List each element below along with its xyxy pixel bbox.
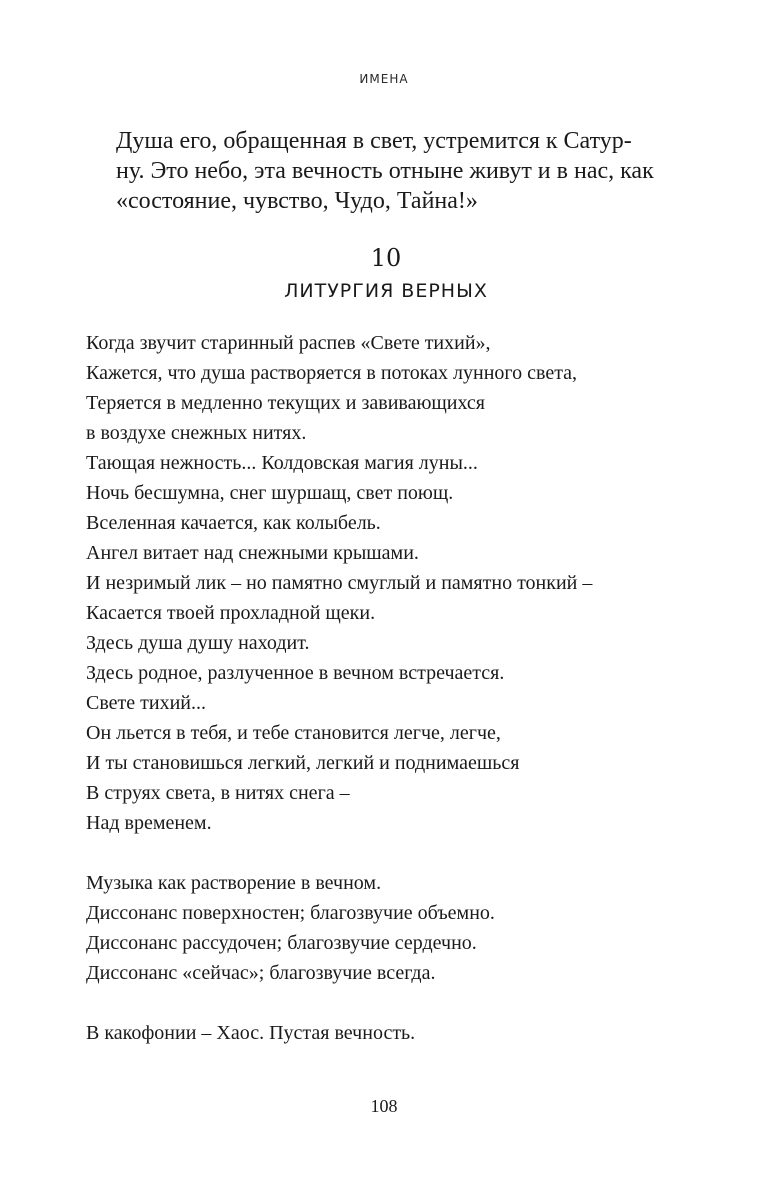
verse-line: Вселенная качается, как колыбель. (86, 512, 381, 534)
verse-line: Диссонанс «сейчас»; благозвучие всегда. (86, 962, 436, 984)
intro-paragraph (86, 126, 686, 216)
verse-line: И незримый лик – но памятно смуглый и памятно тонкий – (86, 572, 593, 594)
verse-line: Теряется в медленно текущих и завивающихся (86, 392, 486, 414)
running-head: ИМЕНА (359, 72, 409, 86)
verse-line: Когда звучит старинный распев «Свете тихий», (86, 332, 491, 354)
verse-line: Диссонанс рассудочен; благозвучие сердечно. (86, 932, 477, 954)
section-number: 10 (370, 244, 402, 272)
verse-line: Тающая нежность... Колдовская магия луны... (86, 452, 478, 474)
verse-line: Свете тихий... (86, 692, 207, 714)
verse-line: И ты становишься легкий, легкий и поднимаешься (86, 752, 520, 774)
verse-line: Он льется в тебя, и тебе становится легче, легче, (86, 722, 501, 744)
verse-line: в воздухе снежных нитях. (86, 422, 307, 444)
verse-line: Музыка как растворение в вечном. (86, 872, 382, 894)
page-content (86, 126, 686, 1048)
verse-line: Касается твоей прохладной щеки. (86, 602, 376, 624)
verse-line: Диссонанс поверхностен; благозвучие объемно. (86, 902, 495, 924)
verse-line: Кажется, что душа растворяется в потоках лунного света, (86, 362, 578, 384)
verse-line: Над временем. (86, 812, 212, 834)
page-number: 108 (370, 1096, 398, 1116)
verse-line: Здесь душа душу находит. (86, 632, 310, 654)
stanza-1 (86, 328, 686, 838)
verse-line: В какофонии – Хаос. Пустая вечность. (86, 1022, 416, 1044)
verse-line: Ночь бесшумна, снег шуршащ, свет поющ. (86, 482, 454, 504)
verse-line: Здесь родное, разлученное в вечном встречается. (86, 662, 505, 684)
section-title: ЛИТУРГИЯ ВЕРНЫХ (284, 280, 488, 302)
intro-line: «состояние, чувство, Чудо, Тайна!» (116, 188, 478, 214)
stanza-2 (86, 868, 686, 988)
stanza-3 (86, 1018, 686, 1048)
verse-line: В струях света, в нитях снега – (86, 782, 350, 804)
verse-line: Ангел витает над снежными крышами. (86, 542, 419, 564)
intro-line: ну. Это небо, эта вечность отныне живут и в нас, как (116, 158, 654, 184)
intro-line: Душа его, обращенная в свет, устремится к Сатур- (116, 128, 632, 154)
